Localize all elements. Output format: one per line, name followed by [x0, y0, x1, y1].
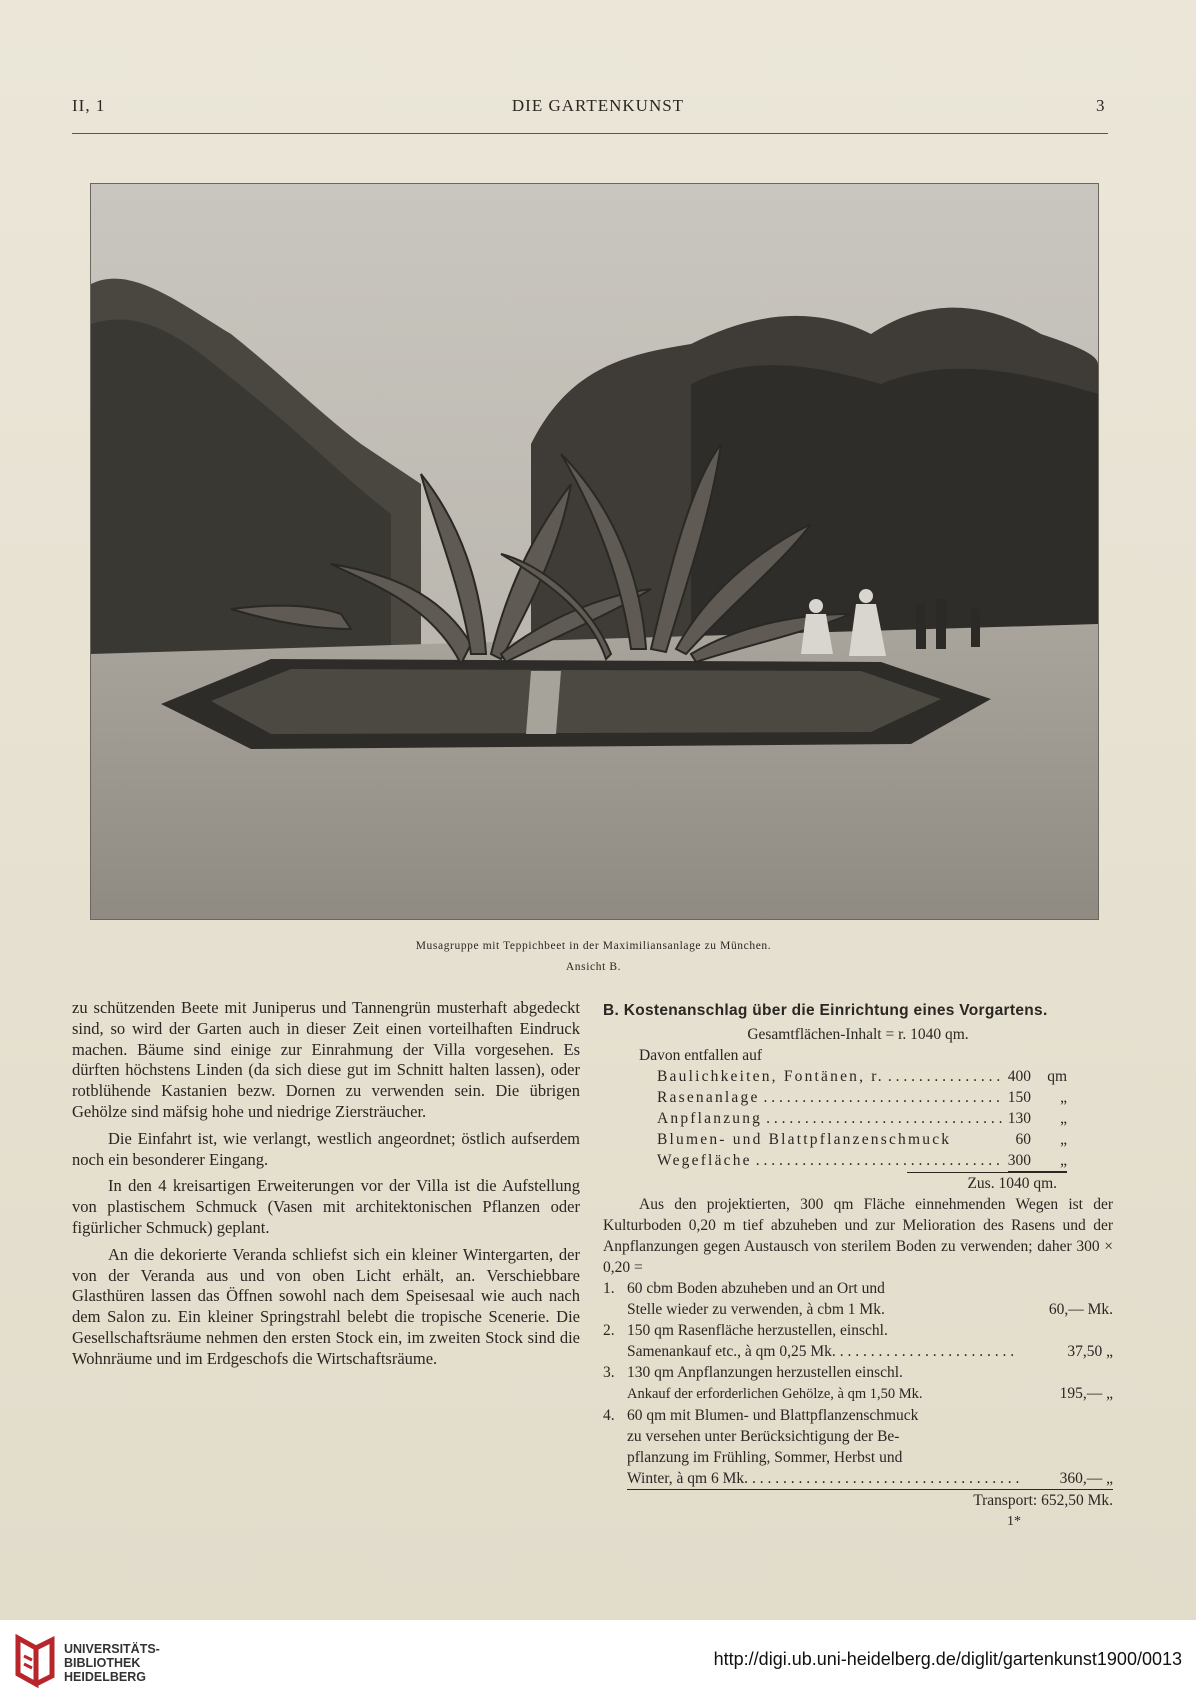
university-library-logo-icon [14, 1634, 56, 1692]
area-row [657, 1129, 1067, 1150]
area-label: Blumen- und Blattpflanzenschmuck [657, 1131, 952, 1148]
garden-photograph [90, 183, 1099, 920]
area-sum: Zus. 1040 qm. [907, 1172, 1067, 1194]
header-rule [72, 133, 1108, 134]
area-label: Rasenanlage [657, 1089, 760, 1106]
area-unit: „ [1060, 1131, 1067, 1148]
cost-item: 2. 150 qm Rasenfläche herzustellen, einschl. Samenankauf etc., à qm 0,25 Mk. . . . 37,50 „ [603, 1320, 1113, 1362]
paragraph: zu schützenden Beete mit Juniperus und Tannengrün musterhaft abgedeckt sind, so wird der Garten auch in dieser Zeit einen vorteilhaften Eindruck machen. Bäume sind einige zur Einrahmung der Villa vorgesehen. Es dürften höchstens Linden (da sich diese gut im Schnitt halten lassen), oder rotblühende Kastanien bezw. Dornen zu verwenden sein. Die übrigen Gehölze sind mäfsig hohe und niedrige Ziersträucher. [72, 998, 580, 1121]
signature-mark: 1* [1007, 1514, 1021, 1529]
area-row [657, 1150, 1067, 1172]
cost-item: 1. 60 cbm Boden abzuheben und an Ort und Stelle wieder zu verwenden, à cbm 1 Mk. 60,— Mk. [603, 1280, 1113, 1318]
breakdown-intro: Davon entfallen auf [639, 1047, 763, 1064]
cost-amount: 360,— „ [1059, 1470, 1113, 1487]
page-number: 3 [1096, 96, 1106, 115]
area-value: 150 [1007, 1089, 1031, 1106]
cost-item: 4. 60 qm mit Blumen- und Blattpflanzenschmuck zu versehen unter Berücksichtigung der Be- pflanzung im Frühling, Sommer, Herbst und Winter, à qm 6 Mk. . . . 360,— „ [603, 1405, 1113, 1490]
area-table [603, 1066, 1113, 1194]
area-row [657, 1108, 1067, 1129]
area-label: Baulichkeiten, Fontänen, r. [657, 1068, 884, 1085]
paragraph: Aus den projektierten, 300 qm Fläche einnehmenden Wegen ist der Kulturboden 0,20 m tief abzuheben und zur Melioration des Rasens und der Anpflanzungen gegen Austausch von sterilem Boden zu verwenden; daher 300 × 0,20 = [603, 1196, 1113, 1276]
cost-item: 3. 130 qm Anpflanzungen herzustellen einschl. Ankauf der erforderlichen Gehölze, à qm 1,50 Mk. 195,— „ [603, 1364, 1113, 1402]
volume-number: II, 1 [72, 96, 106, 115]
section-heading: B. Kostenanschlag über die Einrichtung eines Vorgartens. [603, 1002, 1048, 1019]
area-unit: „ [1060, 1110, 1067, 1127]
right-text-column [603, 1000, 1113, 1532]
photo-caption: Musagruppe mit Teppichbeet in der Maximiliansanlage zu München. [415, 940, 772, 952]
digital-copy-link[interactable]: http://digi.ub.uni-heidelberg.de/diglit/gartenkunst1900/0013 [713, 1649, 1182, 1669]
running-title: DIE GARTENKUNST [511, 96, 685, 115]
area-row [657, 1066, 1067, 1087]
area-unit: „ [1031, 1150, 1067, 1172]
library-footer [0, 1620, 1196, 1706]
cost-amount: 37,50 „ [1067, 1343, 1113, 1360]
library-name: UNIVERSITÄTS- BIBLIOTHEK HEIDELBERG [64, 1642, 160, 1684]
area-value: 400 [1007, 1068, 1031, 1085]
area-value: 60 [1015, 1131, 1031, 1148]
area-unit: qm [1047, 1068, 1067, 1085]
paragraph: Die Einfahrt ist, wie verlangt, westlich angeordnet; östlich aufserdem noch ein besonderer Eingang. [72, 1128, 580, 1169]
area-value: 130 [1007, 1110, 1031, 1127]
area-unit: „ [1060, 1089, 1067, 1106]
cost-amount: 60,— Mk. [1048, 1301, 1113, 1318]
cost-amount: 195,— „ [1059, 1385, 1113, 1402]
total-area: Gesamtflächen-Inhalt = r. 1040 qm. [747, 1026, 969, 1043]
left-text-column [72, 998, 580, 1376]
paragraph: An die dekorierte Veranda schliefst sich ein kleiner Wintergarten, der von der Veranda aus und von oben Licht erhält, an. Verschiebbare Glasthüren lassen das Öffnen sowohl nach dem Speisesaal wie auch nach dem Salon zu. Ein kleiner Springstrahl belebt die tropische Scenerie. Die Gesellschaftsräume nehmen den ersten Stock ein, im zweiten Stock sind die Wohnräume und im Erdgeschofs die Wirtschaftsräume. [72, 1244, 580, 1368]
paragraph: In den 4 kreisartigen Erweiterungen vor der Villa ist die Aufstellung von plastischem Schmuck (Vasen mit architektonischen Pflanzen oder figürlicher Schmuck) geplant. [72, 1176, 580, 1237]
transport-total: Transport: 652,50 Mk. [973, 1492, 1113, 1509]
photo-caption-view: Ansicht B. [565, 961, 622, 973]
area-label: Anpflanzung [657, 1110, 763, 1127]
area-label: Wegefläche [657, 1152, 752, 1169]
area-value: 300 [1008, 1150, 1031, 1172]
area-row [657, 1087, 1067, 1108]
